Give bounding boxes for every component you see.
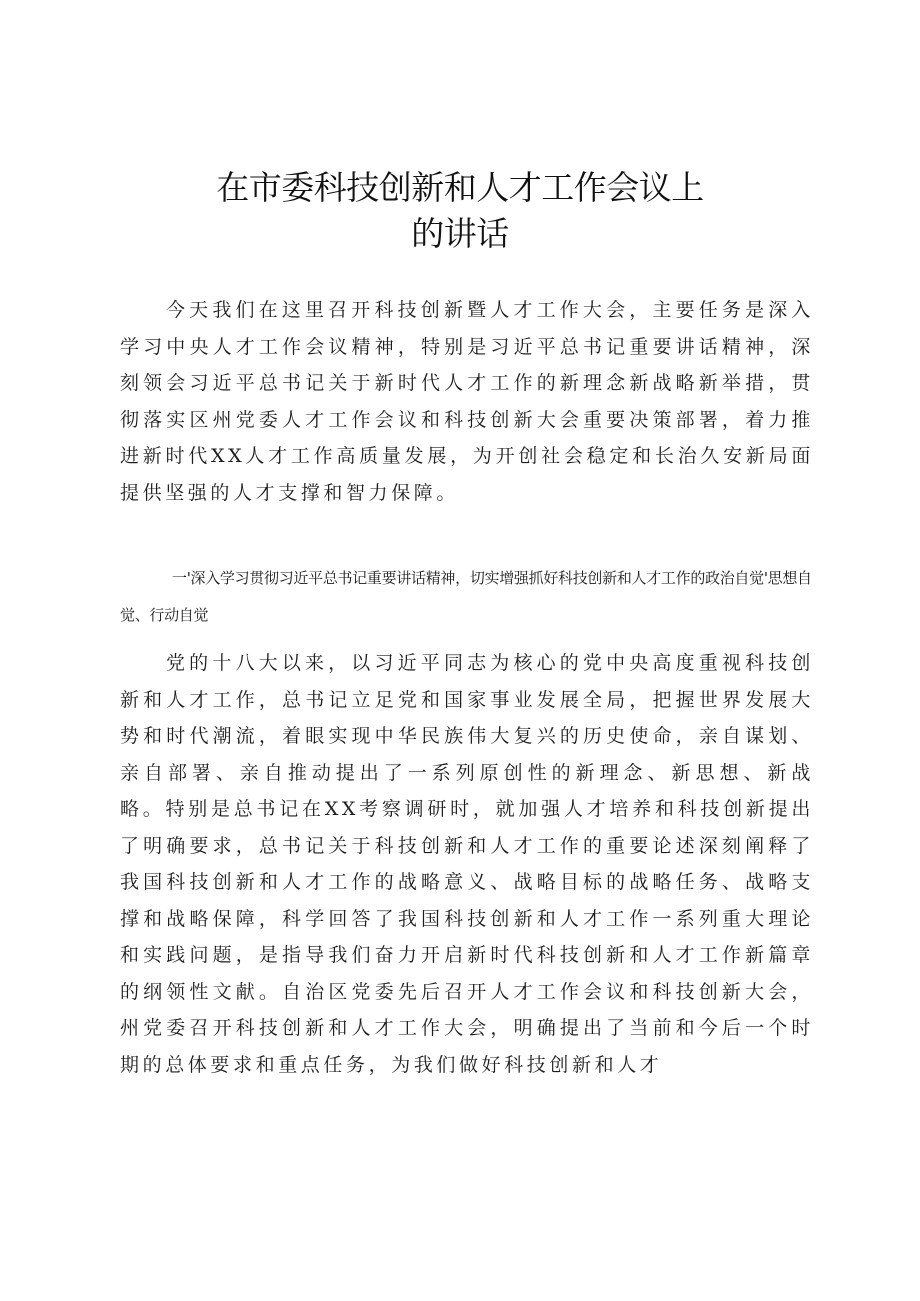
body-paragraph: 党的十八大以来，以习近平同志为核心的党中央高度重视科技创新和人才工作，总书记立足党和国家事业发展全局，把握世界发展大势和时代潮流，着眼实现中华民族伟大复兴的历史使命，亲自谋划、亲自部署、亲自推动提出了一系列原创性的新理念、新思想、新战略。特别是总书记在XX考察调研时，就加强人才培养和科技创新提出了明确要求，总书记关于科技创新和人才工作的重要论述深刻阐释了我国科技创新和人才工作的战略意义、战略目标的战略任务、战略支撑和战略保障，科学回答了我国科技创新和人才工作一系列重大理论和实践问题，是指导我们奋力开启新时代科技创新和人才工作新篇章的纲领性文献。自治区党委先后召开人才工作会议和科技创新大会，州党委召开科技创新和人才工作大会，明确提出了当前和今后一个时期的总体要求和重点任务，为我们做好科技创新和人才 [120, 652, 814, 1076]
opening-paragraph: 今天我们在这里召开科技创新暨人才工作大会，主要任务是深入学习中央人才工作会议精神，特别是习近平总书记重要讲话精神，深刻领会习近平总书记关于新时代人才工作的新理念新战略新举措，贯彻落实区州党委人才工作会议和科技创新大会重要决策部署，着力推进新时代XX人才工作高质量发展，为开创社会稳定和长治久安新局面提供坚强的人才支撑和智力保障。 [120, 299, 814, 504]
section-heading-1: 一'深入学习贯彻习近平总书记重要讲话精神，切实增强抓好科技创新和人才工作的政治自觉'思想自觉、行动自觉 [120, 569, 812, 624]
document-title-line-1: 在市委科技创新和人才工作会议上 [216, 168, 704, 207]
document-title-line-2: 的讲话 [411, 214, 509, 253]
